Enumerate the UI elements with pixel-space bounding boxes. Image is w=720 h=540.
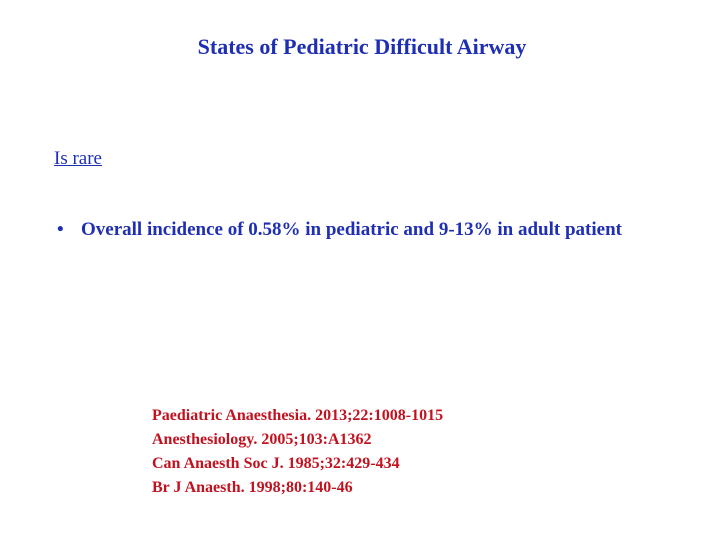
slide-subheading: Is rare [54,148,102,169]
reference-list [152,404,443,500]
reference-item: Anesthesiology. 2005;103:A1362 [152,431,372,448]
bullet-text: Overall incidence of 0.58% in pediatric and 9-13% in adult patient [81,219,622,240]
bullet-marker: • [57,219,64,240]
reference-item: Paediatric Anaesthesia. 2013;22:1008-1015 [152,407,444,424]
bullet-item [57,216,657,244]
bullet-list [57,216,657,244]
slide-title: States of Pediatric Difficult Airway [197,34,527,59]
reference-item: Br J Anaesth. 1998;80:140-46 [152,479,353,496]
reference-item: Can Anaesth Soc J. 1985;32:429-434 [152,455,400,472]
